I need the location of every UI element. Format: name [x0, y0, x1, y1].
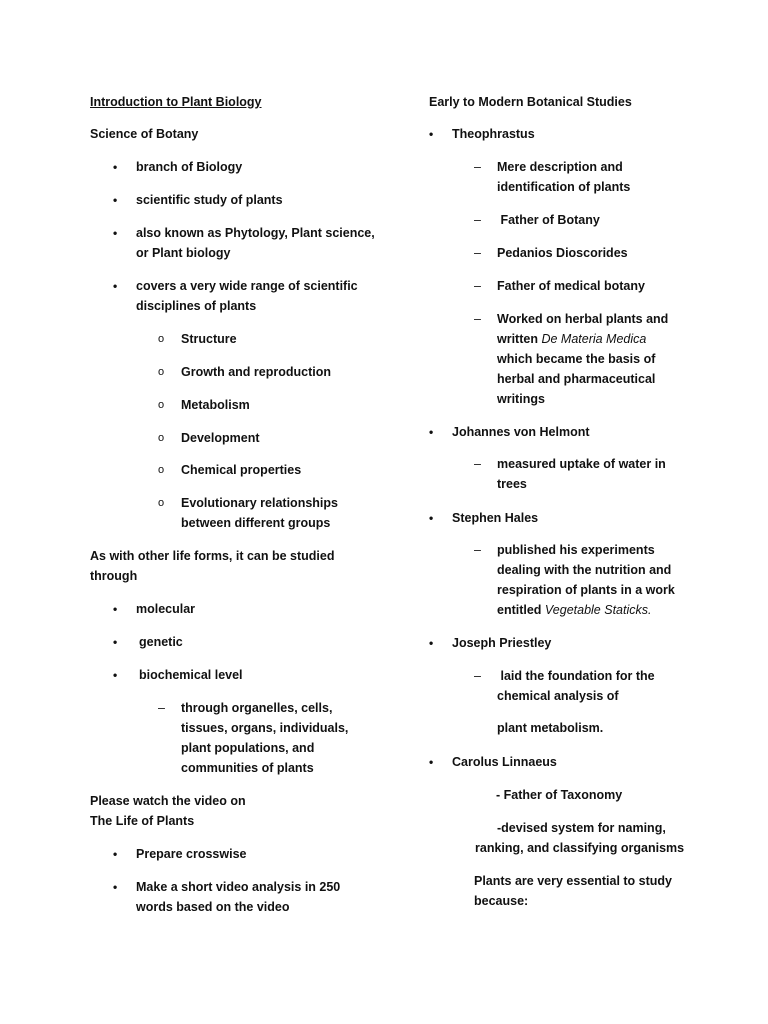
bullet-marker: •	[113, 279, 118, 293]
watch-text: Please watch the video on	[90, 794, 246, 808]
bullet-marker: •	[113, 226, 118, 240]
list-item: Make a short video analysis in 250	[136, 880, 341, 894]
sub-item	[497, 329, 646, 349]
essential-text: Plants are very essential to study	[474, 874, 673, 888]
dash-marker: –	[474, 669, 481, 683]
list-item: disciplines of plants	[136, 299, 257, 313]
sub-item: between different groups	[181, 516, 331, 530]
dash-marker: –	[474, 279, 481, 293]
sub-item: which became the basis of	[497, 352, 656, 366]
list-item: words based on the video	[136, 900, 290, 914]
list-item: Prepare crosswise	[136, 847, 247, 861]
studied-text: As with other life forms, it can be studied	[90, 549, 335, 563]
sub-item: published his experiments	[497, 543, 655, 557]
sub-item: Mere description and	[497, 160, 623, 174]
watch-text: The Life of Plants	[90, 814, 195, 828]
book-title: Vegetable Staticks.	[544, 603, 652, 617]
sub-item: trees	[497, 477, 527, 491]
person-name: Joseph Priestley	[452, 636, 552, 650]
sub-item: - Father of Taxonomy	[496, 788, 623, 802]
person-name: Carolus Linnaeus	[452, 755, 557, 769]
sub-item: identification of plants	[497, 180, 631, 194]
list-item: or Plant biology	[136, 246, 231, 260]
bullet-marker: •	[429, 127, 434, 141]
sub-item-text: written	[497, 332, 542, 346]
circle-marker: o	[158, 366, 165, 378]
dash-marker: –	[474, 312, 481, 326]
bullet-marker: •	[429, 511, 434, 525]
list-item: covers a very wide range of scientific	[136, 279, 358, 293]
sub-item: communities of plants	[181, 761, 314, 775]
bullet-marker: •	[113, 880, 118, 894]
essential-text: because:	[474, 894, 529, 908]
person-name: Johannes von Helmont	[452, 425, 590, 439]
sub-item: -devised system for naming,	[497, 821, 666, 835]
sub-item: dealing with the nutrition and	[497, 563, 672, 577]
dash-marker: –	[474, 543, 481, 557]
dash-marker: –	[474, 160, 481, 174]
sub-item: Father of Botany	[497, 213, 600, 227]
bullet-marker: •	[429, 755, 434, 769]
sub-item: laid the foundation for the	[497, 669, 655, 683]
sub-item: Pedanios Dioscorides	[497, 246, 628, 260]
bullet-marker: •	[113, 847, 118, 861]
person-name: Stephen Hales	[452, 511, 539, 525]
sub-item: Growth and reproduction	[181, 365, 331, 379]
sub-item: Metabolism	[181, 398, 250, 412]
sub-item: chemical analysis of	[497, 689, 619, 703]
studied-text: through	[90, 569, 138, 583]
dash-marker: –	[474, 457, 481, 471]
section-title: Early to Modern Botanical Studies	[429, 95, 632, 109]
circle-marker: o	[158, 432, 165, 444]
sub-item: Structure	[181, 332, 237, 346]
circle-marker: o	[158, 464, 165, 476]
dash-marker: –	[474, 213, 481, 227]
page-title: Introduction to Plant Biology	[90, 95, 262, 109]
bullet-marker: •	[429, 425, 434, 439]
person-name: Theophrastus	[452, 127, 535, 141]
sub-item: Father of medical botany	[497, 279, 645, 293]
sub-item: plant metabolism.	[497, 721, 604, 735]
list-item: branch of Biology	[136, 160, 243, 174]
list-item: also known as Phytology, Plant science,	[136, 226, 375, 240]
dash-marker: –	[158, 701, 165, 715]
book-title: De Materia Medica	[541, 332, 647, 346]
list-item: biochemical level	[139, 668, 243, 682]
bullet-marker: •	[113, 193, 118, 207]
sub-item: Evolutionary relationships	[181, 496, 338, 510]
sub-item: ranking, and classifying organisms	[475, 841, 685, 855]
sub-item: Development	[181, 431, 260, 445]
bullet-marker: •	[429, 636, 434, 650]
sub-item: Worked on herbal plants and	[497, 312, 669, 326]
bullet-marker: •	[113, 635, 118, 649]
sub-item: tissues, organs, individuals,	[181, 721, 349, 735]
sub-item-text: entitled	[497, 603, 545, 617]
sub-item: writings	[497, 392, 545, 406]
list-item: scientific study of plants	[136, 193, 283, 207]
sub-item: respiration of plants in a work	[497, 583, 675, 597]
sub-item: plant populations, and	[181, 741, 315, 755]
bullet-marker: •	[113, 668, 118, 682]
science-heading: Science of Botany	[90, 127, 199, 141]
list-item: genetic	[139, 635, 183, 649]
bullet-marker: •	[113, 602, 118, 616]
list-item: molecular	[136, 602, 196, 616]
sub-item: measured uptake of water in	[497, 457, 666, 471]
circle-marker: o	[158, 497, 165, 509]
circle-marker: o	[158, 399, 165, 411]
dash-marker: –	[474, 246, 481, 260]
circle-marker: o	[158, 333, 165, 345]
sub-item	[497, 600, 651, 620]
sub-item: herbal and pharmaceutical	[497, 372, 656, 386]
sub-item: Chemical properties	[181, 463, 302, 477]
bullet-marker: •	[113, 160, 118, 174]
sub-item: through organelles, cells,	[181, 701, 333, 715]
